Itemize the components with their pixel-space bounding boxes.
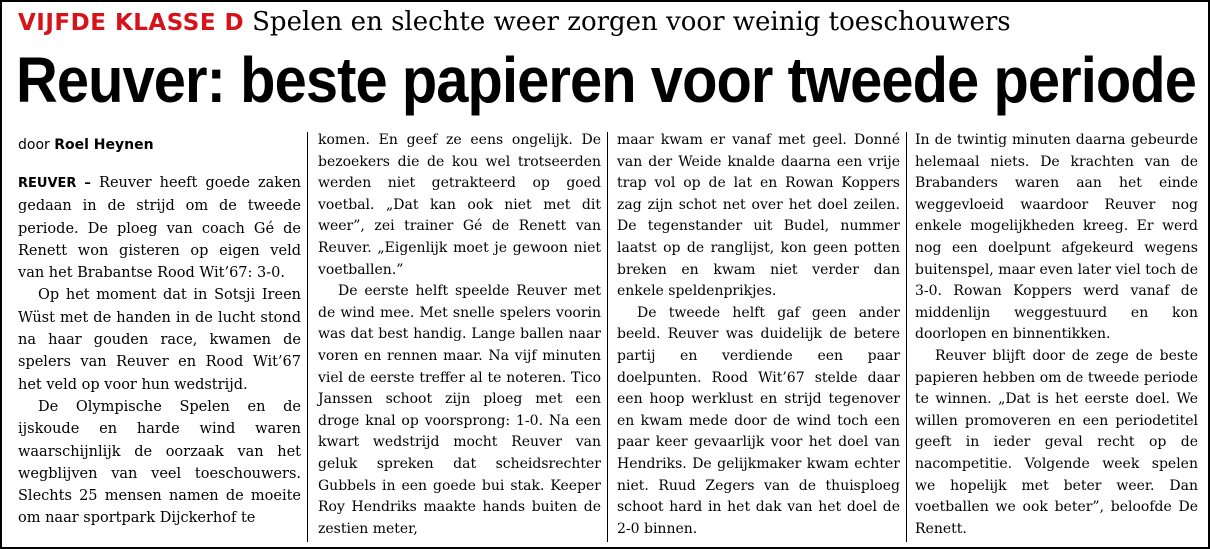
section-tag: VIJFDE KLASSE D — [18, 10, 245, 36]
paragraph: Reuver blijft door de zege de beste papieren hebben om de tweede periode te winnen. „Dat is het eerste doel. We willen promoveren en een periodetitel geeft in ieder geval recht op de nacompetitie. Volgende week spelen we hopelijk met beter weer. Dan voetballen we ook beter”, beloofde De Renett. — [915, 347, 1198, 537]
dateline: REUVER – — [18, 176, 91, 191]
paragraph: komen. En geef ze eens ongelijk. De bezoekers die de kou wel trotseerden werden niet getrakteerd op goed voetbal. „Dat kan ook niet met dit weer”, zei trainer Gé de Renett van Reuver. „Eigenlijk moet je gewoon niet voetballen.” — [318, 132, 601, 278]
paragraph — [18, 172, 301, 284]
byline-prefix: door — [18, 137, 50, 153]
byline — [18, 135, 154, 155]
paragraph: De tweede helft gaf geen ander beeld. Reuver was duidelijk de betere partij en verdiende een paar doelpunten. Rood Wit’67 stelde daar een hoop werklust en strijd tegenover en kwam mede door de wind toch een paar keer gevaarlijk voor het doel van Hendriks. De gelijkmaker kwam echter niet. Ruud Zegers van de thuisploeg schoot hard in het dak van het doel de 2-0 binnen. — [617, 304, 900, 537]
column-divider — [607, 132, 608, 542]
paragraph: Op het moment dat in Sotsji Ireen Wüst met de handen in de lucht stond na haar gouden race, kwamen de spelers van Reuver en Rood Wit’67 het veld op voor hun wedstrijd. — [18, 287, 301, 393]
headline: Reuver: beste papieren voor tweede periode — [16, 44, 1196, 116]
column-divider — [906, 132, 907, 542]
paragraph: maar kwam er vanaf met geel. Donné van der Weide knalde daarna een vrije trap vol op de lat en Rowan Koppers zag zijn schot net over het doel zeilen. De tegenstander uit Budel, nummer laatst op de ranglijst, kon geen potten breken en kwam niet verder dan enkele speldenprikjes. — [617, 132, 900, 300]
article-column-1 — [18, 172, 301, 530]
article-column-2 — [318, 130, 601, 540]
kicker-text: Spelen en slechte weer zorgen voor weinig toeschouwers — [252, 7, 1011, 37]
article-column-3 — [617, 130, 900, 540]
paragraph: De eerste helft speelde Reuver met de wind mee. Met snelle spelers voorin was dat best handig. Lange ballen naar voren en rennen maar. Na vijf minuten viel de eerste treffer al te noteren. Tico Janssen schoot zijn ploeg met een droge knal op voorsprong: 1-0. Na een kwart wedstrijd mocht Reuver van geluk spreken dat scheidsrechter Gubbels in een goede bui stak. Keeper Roy Hendriks maakte hands buiten de zestien meter, — [318, 283, 601, 537]
article-column-4 — [915, 130, 1198, 540]
column-divider — [307, 132, 308, 542]
paragraph-text: Reuver heeft goede zaken gedaan in de strijd om de tweede periode. De ploeg van coach Gé de Renett won gisteren op eigen veld van het Brabantse Rood Wit’67: 3-0. — [18, 175, 302, 282]
paragraph: De Olympische Spelen en de ijskoude en harde wind waren waarschijnlijk de oorzaak van het wegblijven van veel toeschouwers. Slechts 25 mensen namen de moeite om naar sportpark Dijckerhof te — [18, 398, 301, 527]
paragraph: In de twintig minuten daarna gebeurde helemaal niets. De krachten van de Brabanders waren aan het einde weggevloeid waardoor Reuver nog enkele mogelijkheden kreeg. Er werd nog een doelpunt afgekeurd wegens buitenspel, maar even later viel toch de 3-0. Rowan Koppers werd vanaf de middenlijn weggestuurd en kon doorlopen en binnentikken. — [915, 132, 1198, 343]
kicker — [18, 5, 1011, 40]
byline-author: Roel Heynen — [54, 137, 154, 153]
